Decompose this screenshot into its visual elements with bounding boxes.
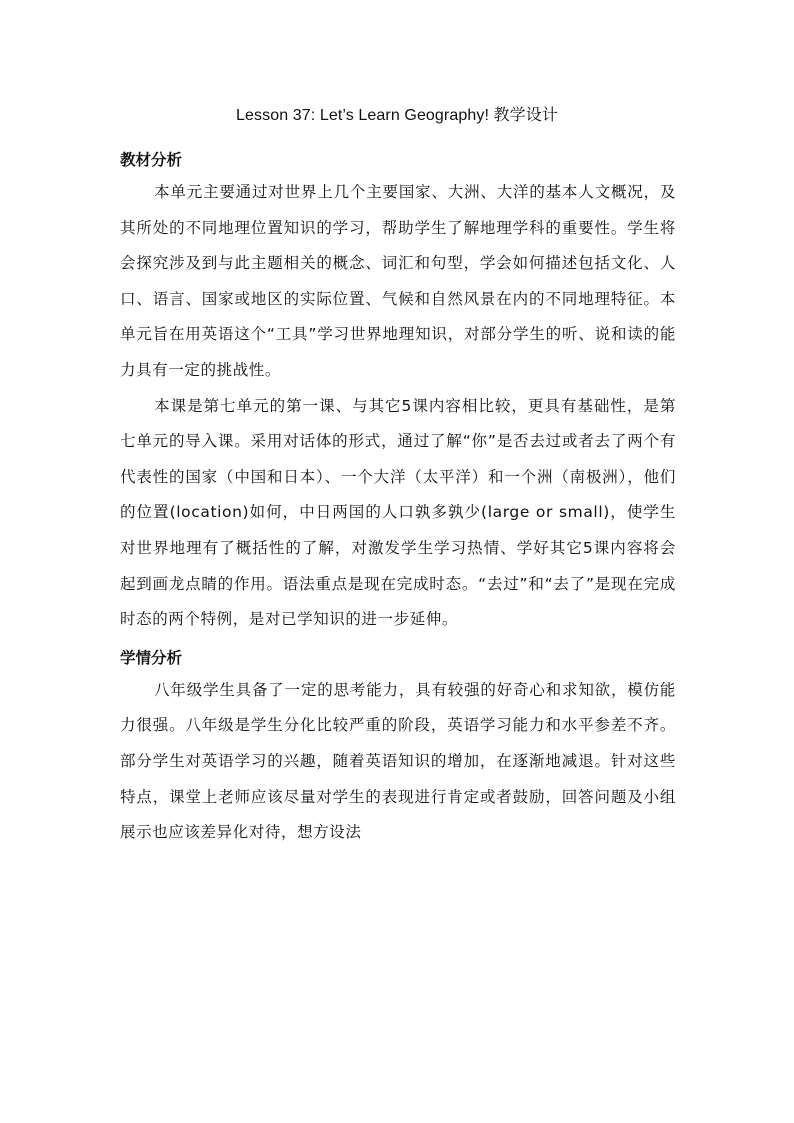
section-heading: 学情分析: [120, 648, 183, 667]
paragraph: 本单元主要通过对世界上几个主要国家、大洲、大洋的基本人文概况，及其所处的不同地理位置知识的学习，帮助学生了解地理学科的重要性。学生将会探究涉及到与此主题相关的概念、词汇和句型，学会如何描述包括文化、人口、语言、国家或地区的实际位置、气候和自然风景在内的不同地理特征。本单元旨在用英语这个“工具”学习世界地理知识，对部分学生的听、说和读的能力具有一定的挑战性。: [120, 183, 676, 379]
document-body: [120, 145, 676, 851]
section-learner-analysis: [120, 643, 676, 851]
section-textbook-analysis: [120, 145, 676, 638]
paragraph: 本课是第七单元的第一课、与其它5课内容相比较，更具有基础性，是第七单元的导入课。采用对话体的形式，通过了解“你”是否去过或者去了两个有代表性的国家（中国和日本）、一个大洋（太平洋）和一个洲（南极洲），他们的位置(location)如何，中日两国的人口孰多孰少(large or small)，使学生对世界地理有了概括性的了解，对激发学生学习热情、学好其它5课内容将会起到画龙点睛的作用。语法重点是现在完成时态。“去过”和“去了”是现在完成时态的两个特例，是对已学知识的进一步延伸。: [120, 396, 676, 629]
paragraph: 八年级学生具备了一定的思考能力，具有较强的好奇心和求知欲，模仿能力很强。八年级是学生分化比较严重的阶段，英语学习能力和水平参差不齐。部分学生对英语学习的兴趣，随着英语知识的增加，在逐渐地减退。针对这些特点，课堂上老师应该尽量对学生的表现进行肯定或者鼓励，回答问题及小组展示也应该差异化对待，想方设法: [120, 680, 676, 842]
document-title: Lesson 37: Let’s Learn Geography! 教学设计: [236, 107, 558, 124]
section-heading: 教材分析: [120, 151, 183, 169]
